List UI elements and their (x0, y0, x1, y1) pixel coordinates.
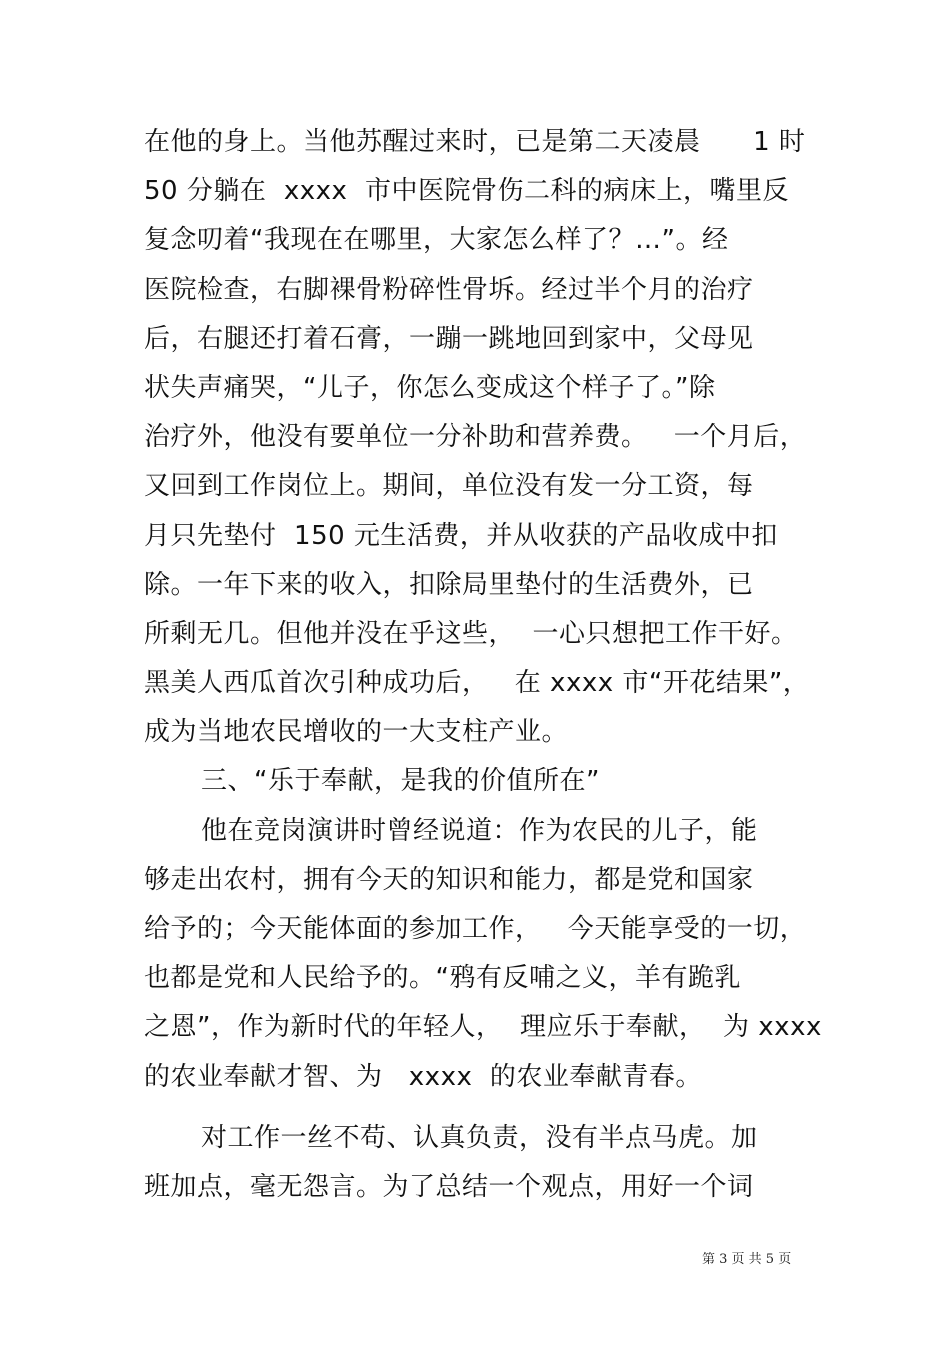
text-line: 医院检查，右脚裸骨粉碎性骨坼。经过半个月的治疗 (144, 274, 754, 305)
text-line: 复念叨着“我现在在哪里，大家怎么样了？…”。经 (144, 225, 729, 256)
text-line: 治疗外，他没有要单位一分补助和营养费。 一个月后， (144, 422, 807, 453)
text-line: 所剩无几。但他并没在乎这些， 一心只想把工作干好。 (144, 618, 798, 649)
text-line: 成为当地农民增收的一大支柱产业。 (144, 717, 569, 748)
text-line: 也都是党和人民给予的。“鸦有反哺之义，羊有跪乳 (144, 963, 741, 994)
text-line: 班加点，毫无怨言。为了总结一个观点，用好一个词 (144, 1171, 754, 1202)
text-line: 的农业奉献才智、为 xxxx 的农业奉献青春。 (144, 1061, 702, 1092)
section-heading: 三、“乐于奉献，是我的价值所在” (201, 766, 600, 797)
text-line: 后，右腿还打着石膏，一蹦一跳地回到家中，父母见 (144, 323, 754, 354)
text-line: 给予的；今天能体面的参加工作， 今天能享受的一切， (144, 914, 807, 944)
text-line: 之恩”，作为新时代的年轻人， 理应乐于奉献， 为 xxxx (144, 1012, 822, 1043)
text-line: 状失声痛哭，“儿子，你怎么变成这个样子了。”除 (144, 372, 716, 403)
text-line: 在他的身上。当他苏醒过来时，已是第二天凌晨 1 时 (144, 127, 806, 157)
text-line: 他在竞岗演讲时曾经说道：作为农民的儿子，能 (201, 815, 758, 846)
text-line: 对工作一丝不苟、认真负责，没有半点马虎。加 (201, 1122, 758, 1153)
text-line: 50 分躺在 xxxx 市中医院骨伤二科的病床上，嘴里反 (144, 176, 789, 207)
page-number: 第 3 页 共 5 页 (702, 1252, 792, 1267)
text-line: 月只先垫付 150 元生活费，并从收获的产品收成中扣 (144, 520, 778, 551)
text-line: 又回到工作岗位上。期间，单位没有发一分工资，每 (144, 471, 754, 502)
text-line: 黑美人西瓜首次引种成功后， 在 xxxx 市“开花结果”， (144, 668, 810, 699)
text-line: 够走出农村，拥有今天的知识和能力，都是党和国家 (144, 864, 754, 895)
text-line: 除。一年下来的收入，扣除局里垫付的生活费外，已 (144, 569, 754, 600)
body-text (144, 118, 824, 1212)
